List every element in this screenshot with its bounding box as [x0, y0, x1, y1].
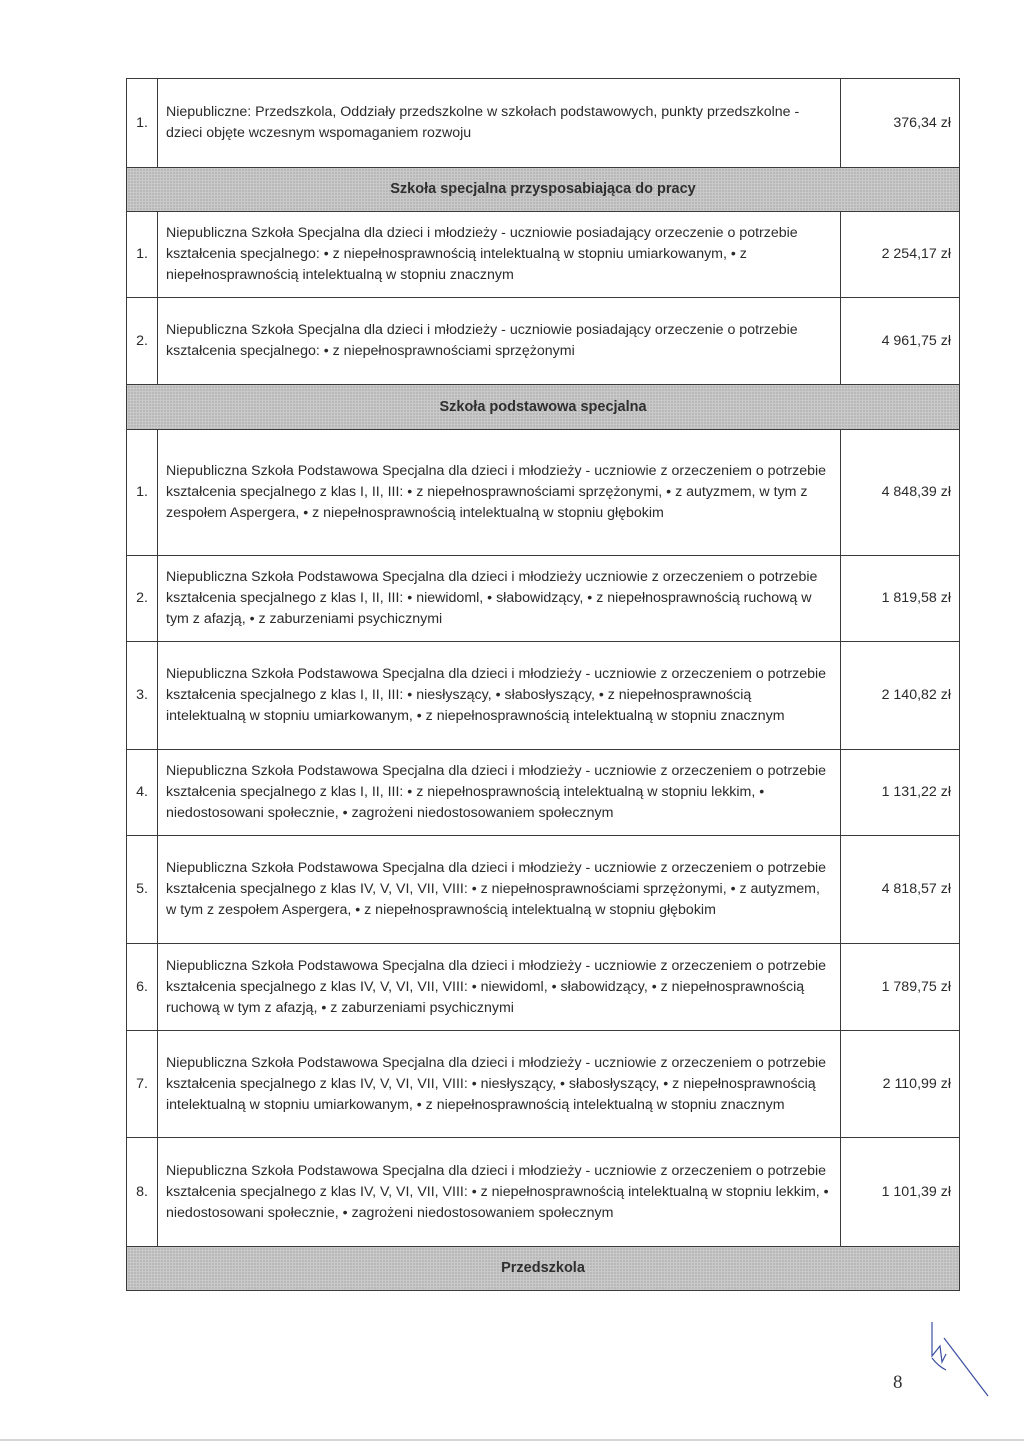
section-header-row	[127, 1247, 960, 1291]
table-row	[127, 212, 960, 298]
row-description: Niepubliczna Szkoła Podstawowa Specjalna dla dzieci i młodzieży uczniowie z orzeczeniem o potrzebie kształcenia specjalnego z klas I, II, III: • niewidoml, • słabowidzący, • z niepełnosprawnością ruchową w tym z afazją, • z zaburzeniami psychicznymi	[158, 556, 841, 642]
row-number: 4.	[127, 750, 158, 836]
row-number: 1.	[127, 212, 158, 298]
row-number: 1.	[127, 79, 158, 168]
table-row	[127, 1138, 960, 1247]
row-description: Niepubliczna Szkoła Podstawowa Specjalna dla dzieci i młodzieży - uczniowie z orzeczeniem o potrzebie kształcenia specjalnego z klas I, II, III: • z niepełnosprawnością intelektualną w stopniu lekkim, • niedostosowani społecznie, • zagrożeni niedostosowaniem społecznym	[158, 750, 841, 836]
row-amount: 1 819,58 zł	[841, 556, 960, 642]
table-row	[127, 79, 960, 168]
section-header-row	[127, 168, 960, 212]
row-description: Niepubliczna Szkoła Podstawowa Specjalna dla dzieci i młodzieży - uczniowie z orzeczeniem o potrzebie kształcenia specjalnego z klas IV, V, VI, VII, VIII: • niesłyszący, • słabosłyszący, • z niepełnosprawnością intelektualną w stopniu umiarkowanym, • z niepełnosprawnością intelektualną w stopniu znacznym	[158, 1031, 841, 1138]
row-number: 8.	[127, 1138, 158, 1247]
table-row	[127, 430, 960, 556]
row-amount: 2 110,99 zł	[841, 1031, 960, 1138]
row-amount: 4 818,57 zł	[841, 836, 960, 944]
row-amount: 2 140,82 zł	[841, 642, 960, 750]
row-number: 1.	[127, 430, 158, 556]
row-description: Niepubliczna Szkoła Specjalna dla dzieci i młodzieży - uczniowie posiadający orzeczenie o potrzebie kształcenia specjalnego: • z niepełnosprawnością intelektualną w stopniu umiarkowanym, • z niepełnosprawnością intelektualną w stopniu znacznym	[158, 212, 841, 298]
section-title: Szkoła specjalna przysposabiająca do pracy	[127, 168, 960, 212]
table-row	[127, 750, 960, 836]
row-amount: 2 254,17 zł	[841, 212, 960, 298]
row-description: Niepubliczna Szkoła Podstawowa Specjalna dla dzieci i młodzieży - uczniowie z orzeczeniem o potrzebie kształcenia specjalnego z klas IV, V, VI, VII, VIII: • z niepełnosprawnością intelektualną w stopniu lekkim, • niedostosowani społecznie, • zagrożeni niedostosowaniem społecznym	[158, 1138, 841, 1247]
row-description: Niepubliczna Szkoła Podstawowa Specjalna dla dzieci i młodzieży - uczniowie z orzeczeniem o potrzebie kształcenia specjalnego z klas IV, V, VI, VII, VIII: • z niepełnosprawnościami sprzężonymi, • z autyzmem, w tym z zespołem Aspergera, • z niepełnosprawnością intelektualną w stopniu głębokim	[158, 836, 841, 944]
funding-rates-table	[126, 78, 960, 1291]
row-number: 2.	[127, 298, 158, 385]
handwritten-signature	[918, 1318, 990, 1398]
section-title: Przedszkola	[127, 1247, 960, 1291]
row-description: Niepubliczna Szkoła Specjalna dla dzieci i młodzieży - uczniowie posiadający orzeczenie o potrzebie kształcenia specjalnego: • z niepełnosprawnościami sprzężonymi	[158, 298, 841, 385]
row-number: 3.	[127, 642, 158, 750]
row-number: 7.	[127, 1031, 158, 1138]
row-description: Niepubliczne: Przedszkola, Oddziały przedszkolne w szkołach podstawowych, punkty przedszkolne - dzieci objęte wczesnym wspomaganiem rozwoju	[158, 79, 841, 168]
table-body	[127, 79, 960, 1291]
row-amount: 1 789,75 zł	[841, 944, 960, 1031]
page-number: 8	[893, 1372, 903, 1393]
table-row	[127, 298, 960, 385]
row-amount: 1 131,22 zł	[841, 750, 960, 836]
table-row	[127, 944, 960, 1031]
row-amount: 1 101,39 zł	[841, 1138, 960, 1247]
section-header-row	[127, 385, 960, 430]
table-row	[127, 1031, 960, 1138]
section-title: Szkoła podstawowa specjalna	[127, 385, 960, 430]
row-description: Niepubliczna Szkoła Podstawowa Specjalna dla dzieci i młodzieży - uczniowie z orzeczeniem o potrzebie kształcenia specjalnego z klas I, II, III: • niesłyszący, • słabosłyszący, • z niepełnosprawnością intelektualną w stopniu umiarkowanym, • z niepełnosprawnością intelektualną w stopniu znacznym	[158, 642, 841, 750]
row-amount: 4 961,75 zł	[841, 298, 960, 385]
row-number: 6.	[127, 944, 158, 1031]
row-description: Niepubliczna Szkoła Podstawowa Specjalna dla dzieci i młodzieży - uczniowie z orzeczeniem o potrzebie kształcenia specjalnego z klas I, II, III: • z niepełnosprawnościami sprzężonymi, • z autyzmem, w tym z zespołem Aspergera, • z niepełnosprawnością intelektualną w stopniu głębokim	[158, 430, 841, 556]
table-row	[127, 556, 960, 642]
row-number: 5.	[127, 836, 158, 944]
table-row	[127, 836, 960, 944]
row-amount: 4 848,39 zł	[841, 430, 960, 556]
scan-edge-line	[0, 1439, 1024, 1441]
row-description: Niepubliczna Szkoła Podstawowa Specjalna dla dzieci i młodzieży - uczniowie z orzeczeniem o potrzebie kształcenia specjalnego z klas IV, V, VI, VII, VIII: • niewidoml, • słabowidzący, • z niepełnosprawnością ruchową w tym z afazją, • z zaburzeniami psychicznymi	[158, 944, 841, 1031]
table-row	[127, 642, 960, 750]
row-amount: 376,34 zł	[841, 79, 960, 168]
row-number: 2.	[127, 556, 158, 642]
